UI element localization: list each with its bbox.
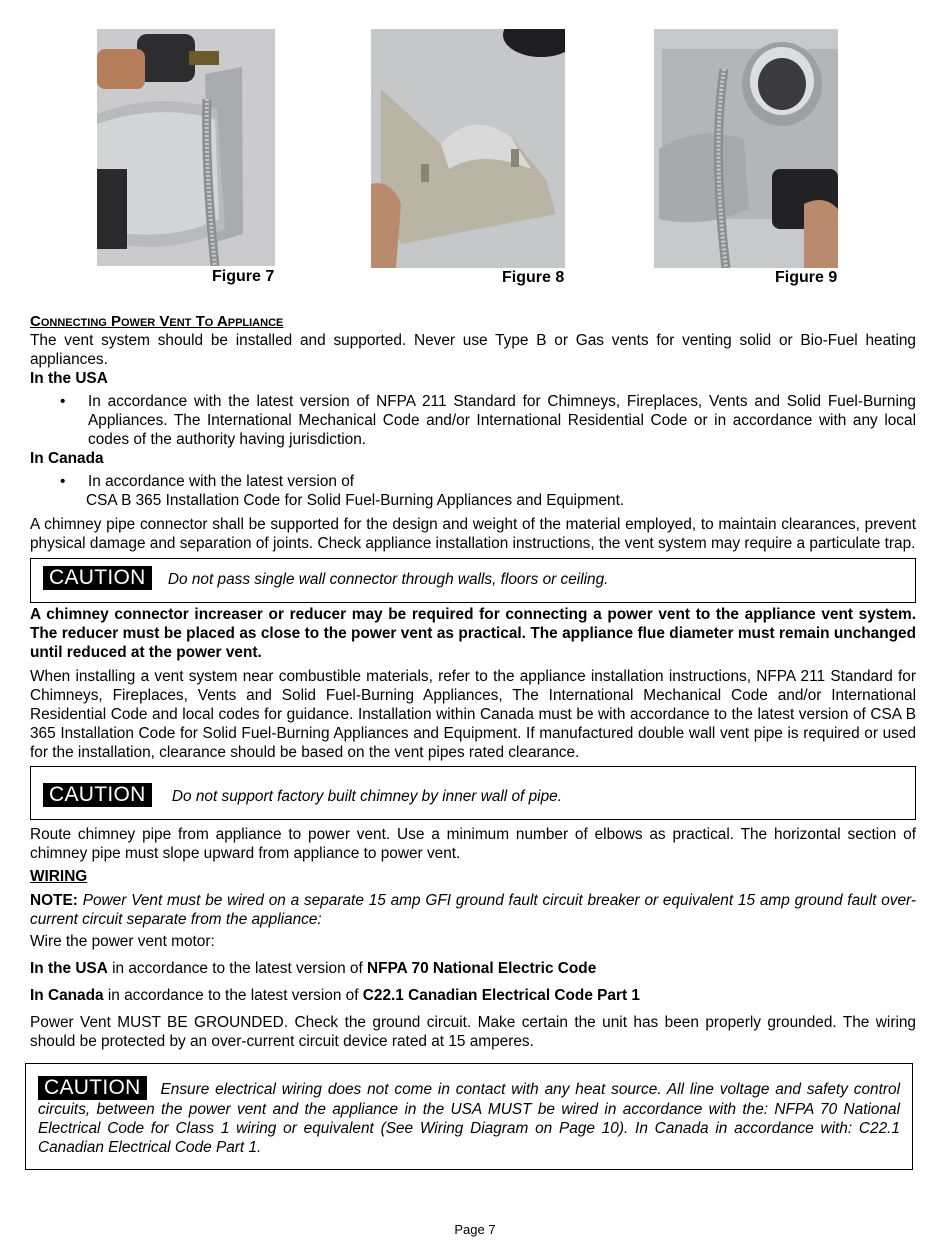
bullet-dot: • bbox=[60, 393, 66, 410]
canada-heading: In Canada bbox=[30, 450, 104, 467]
figure-7-photo bbox=[97, 29, 275, 266]
caution-text: Do not pass single wall connector through walls, floors or ceiling. bbox=[167, 571, 609, 588]
canada-wiring-code: C22.1 Canadian Electrical Code Part 1 bbox=[362, 987, 640, 1004]
section-heading-connecting-power-vent: Connecting Power Vent To Appliance bbox=[30, 313, 284, 330]
usa-wiring-label: In the USA bbox=[30, 960, 108, 977]
wire-motor-line: Wire the power vent motor: bbox=[30, 933, 215, 950]
note-text: Power Vent must be wired on a separate 15 amp GFI ground fault circuit breaker or equivalent 15 amp ground fault over-current circuit separate from the appliance: bbox=[30, 892, 916, 928]
figure-7-caption: Figure 7 bbox=[212, 268, 275, 285]
usa-wiring-mid: in accordance to the latest version of bbox=[107, 960, 368, 977]
bullet-dot: • bbox=[60, 473, 66, 490]
caution-label: CAUTION bbox=[38, 1076, 147, 1100]
canada-wiring-label: In Canada bbox=[30, 987, 104, 1004]
figure-9-photo bbox=[654, 29, 838, 268]
canada-bullet-text: In accordance with the latest version of bbox=[88, 473, 355, 490]
note-label: NOTE: bbox=[30, 892, 78, 909]
figure-8-caption: Figure 8 bbox=[502, 269, 565, 286]
usa-bullet bbox=[30, 392, 916, 449]
caution-text: Ensure electrical wiring does not come in contact with any heat source. All line voltage and safety control circuits, between the power vent and the appliance in the USA MUST be wired in accordance with the: NFPA 70 National Electrical Code for Class 1 wiring or equivalent (See Wiring Diagram on Page 10). In Canada in accordance with: C22.1 Canadian Electrical Code Part 1. bbox=[38, 1081, 900, 1156]
canada-wiring-line bbox=[30, 986, 916, 1005]
canada-wiring-mid: in accordance to the latest version of bbox=[103, 987, 363, 1004]
usa-wiring-code: NFPA 70 National Electric Code bbox=[367, 960, 597, 977]
caution-text: Do not support factory built chimney by inner wall of pipe. bbox=[171, 788, 562, 805]
wiring-note bbox=[30, 891, 916, 929]
caution-label: CAUTION bbox=[43, 566, 152, 590]
usa-heading: In the USA bbox=[30, 370, 108, 387]
canada-bullet bbox=[30, 472, 916, 491]
page-number: Page 7 bbox=[454, 1222, 496, 1237]
usa-wiring-line bbox=[30, 959, 916, 978]
figure-9-caption: Figure 9 bbox=[775, 269, 838, 286]
route-paragraph: Route chimney pipe from appliance to power vent. Use a minimum number of elbows as practical. The horizontal section of chimney pipe must slope upward from appliance to power vent. bbox=[30, 826, 916, 862]
canada-code-line: CSA B 365 Installation Code for Solid Fuel-Burning Appliances and Equipment. bbox=[86, 492, 625, 509]
reducer-paragraph: A chimney connector increaser or reducer may be required for connecting a power vent to the appliance vent system. The reducer must be placed as close to the power vent as practical. The appliance flue diameter must remain unchanged until reduced at the power vent. bbox=[30, 606, 916, 661]
connector-paragraph: A chimney pipe connector shall be supported for the design and weight of the material employed, to maintain clearances, prevent physical damage and separation of joints. Check appliance installation instructions, the vent system may require a particulate trap. bbox=[30, 516, 916, 552]
document-body bbox=[30, 312, 916, 1170]
intro-paragraph: The vent system should be installed and supported. Never use Type B or Gas vents for venting solid or Bio-Fuel heating appliances. bbox=[30, 332, 916, 368]
caution-box-1 bbox=[30, 558, 916, 603]
usa-bullet-text: In accordance with the latest version of NFPA 211 Standard for Chimneys, Fireplaces, Vents and Solid Fuel-Burning Appliances. The International Mechanical Code and/or International Residential Code or in accordance with any local codes of the authority having jurisdiction. bbox=[88, 393, 916, 448]
ground-paragraph: Power Vent MUST BE GROUNDED. Check the ground circuit. Make certain the unit has been properly grounded. The wiring should be protected by an over-current circuit device rated at 15 amperes. bbox=[30, 1014, 916, 1050]
caution-label: CAUTION bbox=[43, 783, 152, 807]
caution-box-2 bbox=[30, 766, 916, 820]
caution-box-3 bbox=[25, 1063, 913, 1170]
caution-3-content bbox=[38, 1076, 900, 1157]
installation-paragraph: When installing a vent system near combustible materials, refer to the appliance installation instructions, NFPA 211 Standard for Chimneys, Fireplaces, Vents and Solid Fuel-Burning Appliances, The International Mechanical Code and/or International Residential Code and local codes for guidance. Installation within Canada must be with accordance to the latest version of CSA B 365 Installation Code for Solid Fuel-Burning Appliances and Equipment. If manufactured double wall vent pipe is required or used for the installation, clearance should be based on the vent pipes rated clearance. bbox=[30, 668, 916, 761]
figure-8-photo bbox=[371, 29, 565, 268]
wiring-heading: WIRING bbox=[30, 868, 88, 885]
